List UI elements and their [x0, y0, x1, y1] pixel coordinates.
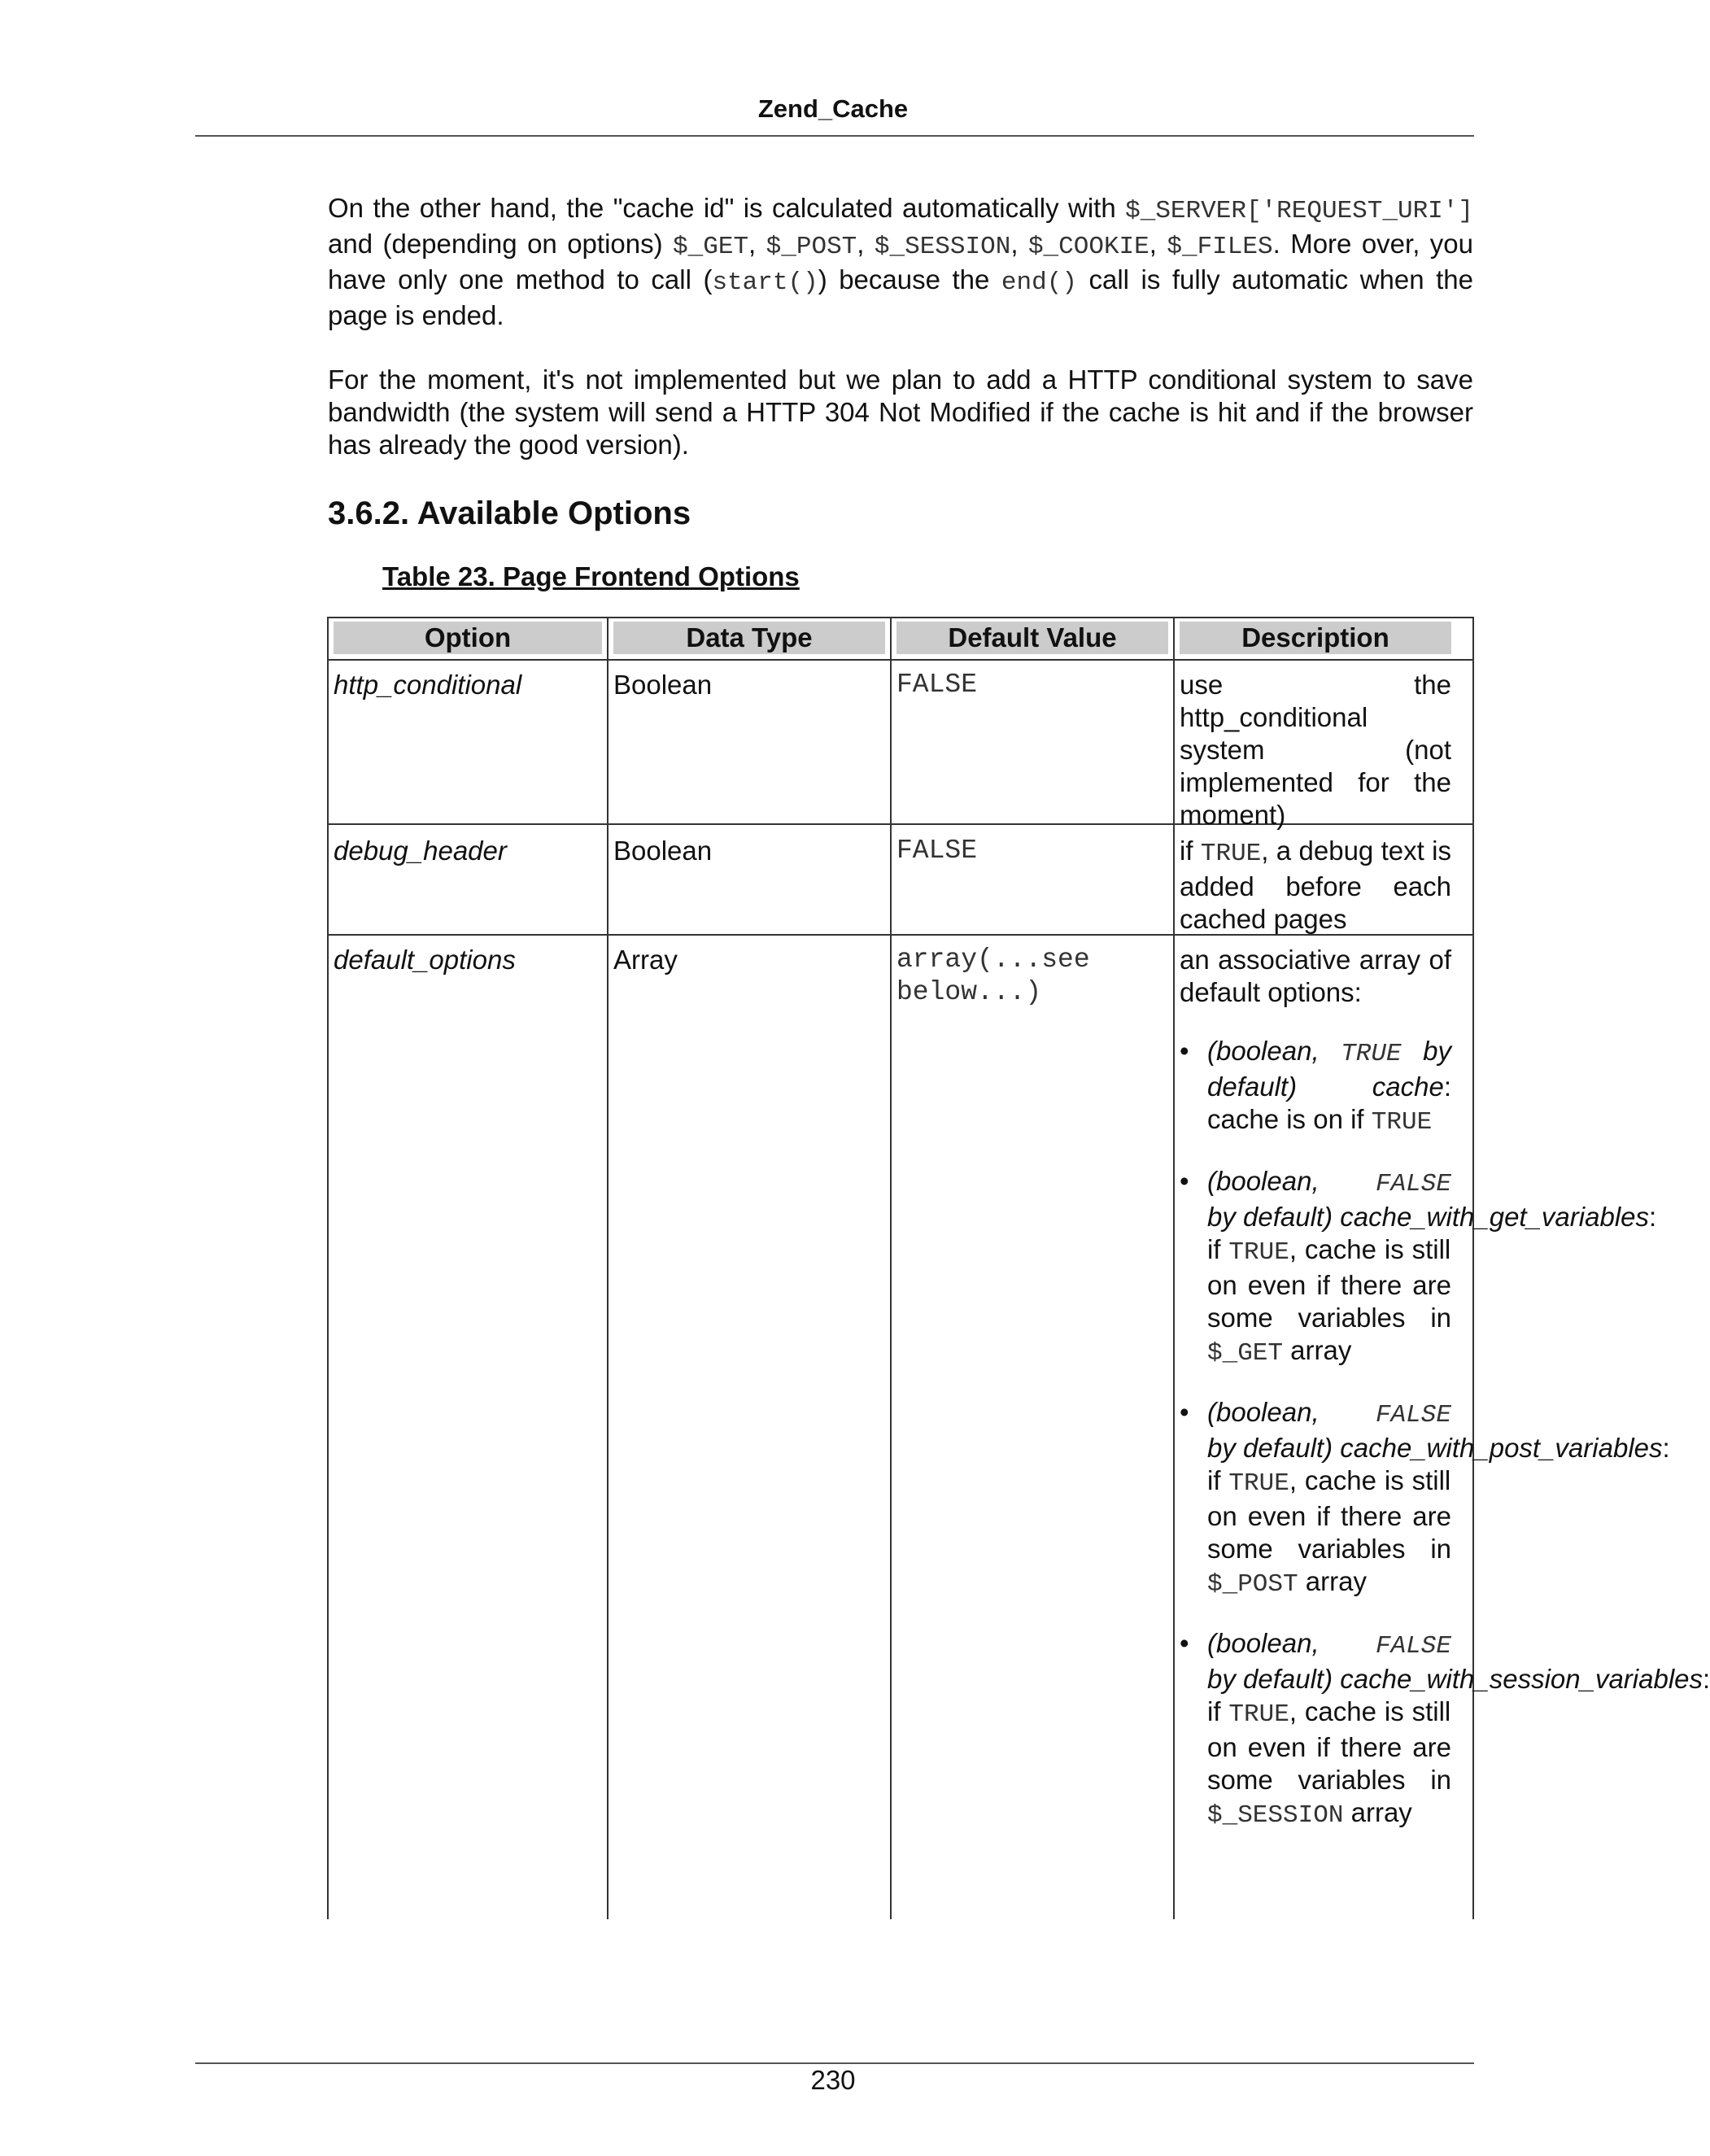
code-session: $_SESSION: [1207, 1801, 1344, 1830]
text-run: array: [1343, 1797, 1412, 1827]
code-true: TRUE: [1228, 1238, 1289, 1267]
code-post: $_POST: [1207, 1570, 1298, 1599]
text-run: , a debug text is added before each cached pages: [1180, 836, 1452, 934]
cell-option-debug-header: debug_header: [334, 836, 507, 866]
text-run: cache is on if: [1207, 1104, 1372, 1134]
section-heading: 3.6.2. Available Options: [328, 495, 691, 531]
code-get: $_GET: [1207, 1339, 1284, 1368]
option-key: by default) cache_with_post_variables: [1207, 1433, 1663, 1463]
text-run: (boolean,: [1207, 1036, 1341, 1066]
text-run: :: [1649, 1202, 1657, 1232]
text-run: ,: [857, 229, 875, 259]
code-request-uri: $_SERVER['REQUEST_URI']: [1125, 197, 1473, 225]
cell-type-default-options: Array: [613, 945, 678, 975]
code-end: end(): [1001, 268, 1077, 297]
text-run: (boolean,: [1207, 1397, 1376, 1427]
column-header-description: Description: [1180, 622, 1451, 654]
text-run: :: [1703, 1664, 1710, 1694]
paragraph-http-conditional: For the moment, it's not implemented but we plan to add a HTTP conditional system to save bandwidth (the system will send a HTTP 304 Not Modified if the cache is hit and if the browser has already the good version).: [328, 364, 1473, 460]
code-true: TRUE: [1200, 840, 1262, 868]
table-caption: Table 23. Page Frontend Options: [382, 561, 800, 591]
column-divider: [1173, 617, 1175, 1919]
text-run: , cache is still on even if there are some variables in: [1207, 1465, 1451, 1564]
cell-option-http-conditional: http_conditional: [334, 670, 522, 700]
text-run: call is fully automatic when the page is ended.: [328, 264, 1473, 330]
text-run: , cache is still on even if there are some variables in: [1207, 1234, 1451, 1333]
page-body: [328, 192, 1473, 593]
cell-default-http-conditional: FALSE: [896, 670, 978, 700]
option-key: by default) cache_with_get_variables: [1207, 1202, 1650, 1232]
list-item: [1180, 1627, 1710, 1832]
page-number: 230: [810, 2065, 856, 2095]
text-run: :: [1443, 1071, 1451, 1102]
description-intro: an associative array of default options:: [1180, 945, 1451, 1007]
text-run: . More over, you have only one method to call (: [328, 229, 1474, 295]
cell-type-http-conditional: Boolean: [613, 670, 713, 700]
code-files: $_FILES: [1167, 233, 1273, 261]
cell-description-debug-header: [1180, 835, 1451, 936]
list-item: [1180, 1396, 1670, 1601]
text-run: ,: [1149, 229, 1167, 259]
code-true: TRUE: [1228, 1469, 1289, 1498]
code-true: TRUE: [1371, 1108, 1433, 1137]
option-key: by default) cache_with_session_variables: [1207, 1664, 1703, 1694]
paragraph-cache-id: [328, 192, 1473, 332]
code-start: start(): [712, 268, 818, 297]
text-run: ,: [748, 229, 766, 259]
code-get: $_GET: [673, 233, 749, 261]
option-key: by default) cache: [1207, 1036, 1451, 1102]
column-header-option: Option: [334, 622, 602, 654]
cell-default-default-options: array(...see below...): [896, 945, 1090, 1007]
code-cookie: $_COOKIE: [1027, 233, 1149, 261]
footer-rule: [195, 2062, 1474, 2064]
column-header-default-value: Default Value: [896, 622, 1168, 654]
options-table: [327, 617, 1710, 1919]
column-divider: [890, 617, 892, 1919]
text-run: array: [1298, 1566, 1367, 1596]
column-divider: [607, 617, 609, 1919]
list-item: [1180, 1035, 1451, 1139]
text-run: if: [1207, 1465, 1229, 1495]
text-run: (boolean,: [1207, 1628, 1376, 1658]
cell-description-http-conditional: use the http_conditional system (not implemented for the moment): [1180, 670, 1451, 830]
text-run: :: [1662, 1433, 1670, 1463]
code-session: $_SESSION: [874, 233, 1011, 261]
text-run: , cache is still on even if there are some variables in: [1207, 1696, 1451, 1795]
code-true: TRUE: [1228, 1700, 1289, 1729]
column-header-data-type: Data Type: [613, 622, 885, 654]
code-default: FALSE: [1375, 1170, 1451, 1198]
code-default: FALSE: [1375, 1401, 1451, 1429]
list-item: [1180, 1165, 1657, 1370]
default-options-list: [1180, 1035, 1710, 1832]
code-post: $_POST: [766, 233, 857, 261]
text-run: and (depending on options): [328, 229, 674, 259]
text-run: On the other hand, the "cache id" is calculated automatically with: [328, 193, 1126, 223]
text-run: if: [1180, 836, 1201, 866]
cell-option-default-options: default_options: [334, 945, 516, 975]
header-rule: [195, 135, 1474, 137]
text-run: array: [1283, 1335, 1352, 1365]
cell-default-debug-header: FALSE: [896, 836, 978, 866]
code-default: FALSE: [1375, 1632, 1451, 1661]
cell-description-default-options: [1180, 944, 1710, 1832]
text-run: (boolean,: [1207, 1166, 1376, 1196]
text-run: ,: [1010, 229, 1028, 259]
code-default: TRUE: [1341, 1040, 1402, 1068]
text-run: if: [1207, 1696, 1229, 1726]
text-run: if: [1207, 1234, 1229, 1264]
cell-type-debug-header: Boolean: [613, 836, 713, 866]
text-run: ) because the: [818, 264, 1001, 295]
header-row-divider: [327, 659, 1474, 661]
running-header-title: Zend_Cache: [757, 94, 909, 123]
